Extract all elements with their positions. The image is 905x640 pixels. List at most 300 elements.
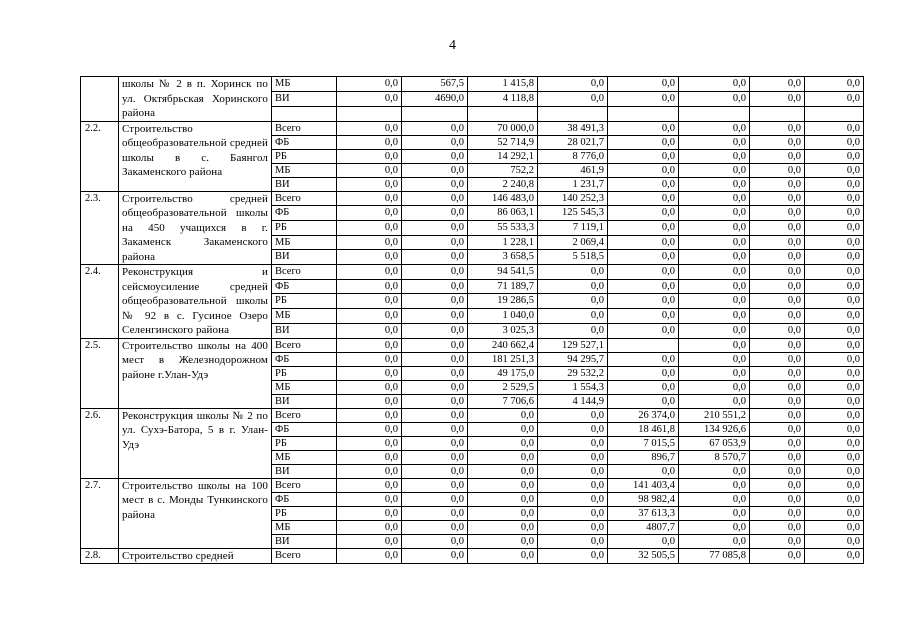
- amount-cell: 0,0: [608, 121, 679, 135]
- item-index: 2.7.: [81, 478, 119, 548]
- amount-cell: 49 175,0: [468, 366, 538, 380]
- funding-source: РБ: [272, 436, 337, 450]
- amount-cell: 0,0: [750, 506, 805, 520]
- amount-cell: 0,0: [679, 279, 750, 294]
- amount-cell: 0,0: [805, 250, 864, 265]
- amount-cell: 0,0: [608, 366, 679, 380]
- amount-cell: 461,9: [538, 163, 608, 177]
- amount-cell: 0,0: [750, 394, 805, 408]
- item-name: Строительство школы на 100 мест в с. Монды Тункинского района: [119, 478, 272, 548]
- amount-cell: 0,0: [608, 77, 679, 92]
- amount-cell: 0,0: [679, 366, 750, 380]
- amount-cell: 0,0: [750, 265, 805, 280]
- amount-cell: 0,0: [402, 323, 468, 338]
- amount-cell: 52 714,9: [468, 135, 538, 149]
- table-row: [81, 408, 864, 422]
- funding-source: Всего: [272, 548, 337, 564]
- funding-source: ВИ: [272, 323, 337, 338]
- amount-cell: 0,0: [402, 380, 468, 394]
- amount-cell: 896,7: [608, 450, 679, 464]
- amount-cell: 0,0: [538, 506, 608, 520]
- amount-cell: 0,0: [608, 250, 679, 265]
- amount-cell: [679, 106, 750, 121]
- amount-cell: 0,0: [679, 394, 750, 408]
- amount-cell: 0,0: [538, 478, 608, 492]
- amount-cell: [608, 106, 679, 121]
- amount-cell: 0,0: [468, 422, 538, 436]
- funding-source: ФБ: [272, 135, 337, 149]
- amount-cell: 0,0: [750, 135, 805, 149]
- amount-cell: 0,0: [679, 121, 750, 135]
- amount-cell: 0,0: [337, 135, 402, 149]
- amount-cell: 26 374,0: [608, 408, 679, 422]
- amount-cell: 0,0: [750, 191, 805, 206]
- funding-source: РБ: [272, 294, 337, 309]
- amount-cell: 752,2: [468, 163, 538, 177]
- funding-source: МБ: [272, 163, 337, 177]
- amount-cell: 0,0: [337, 279, 402, 294]
- funding-source: МБ: [272, 77, 337, 92]
- funding-source: ВИ: [272, 250, 337, 265]
- funding-source: МБ: [272, 309, 337, 324]
- funding-source: ВИ: [272, 534, 337, 548]
- amount-cell: 77 085,8: [679, 548, 750, 564]
- amount-cell: 0,0: [679, 235, 750, 250]
- amount-cell: 0,0: [337, 294, 402, 309]
- amount-cell: 0,0: [402, 191, 468, 206]
- amount-cell: 0,0: [805, 309, 864, 324]
- item-name: школы № 2 в п. Хоринск по ул. Октябрьская Хоринского района: [119, 77, 272, 122]
- amount-cell: 0,0: [679, 77, 750, 92]
- amount-cell: 14 292,1: [468, 149, 538, 163]
- amount-cell: 146 483,0: [468, 191, 538, 206]
- item-name: Строительство средней: [119, 548, 272, 564]
- amount-cell: 0,0: [337, 408, 402, 422]
- item-index: [81, 77, 119, 122]
- item-index: 2.4.: [81, 265, 119, 339]
- funding-source: РБ: [272, 366, 337, 380]
- amount-cell: 0,0: [337, 464, 402, 478]
- amount-cell: 0,0: [402, 279, 468, 294]
- amount-cell: [337, 106, 402, 121]
- amount-cell: 37 613,3: [608, 506, 679, 520]
- amount-cell: 0,0: [805, 323, 864, 338]
- amount-cell: 0,0: [468, 520, 538, 534]
- amount-cell: 0,0: [337, 250, 402, 265]
- amount-cell: 0,0: [750, 422, 805, 436]
- item-name: Реконструкция и сейсмоусиление средней общеобразовательной школы № 92 в с. Гусиное Озеро Селенгинского района: [119, 265, 272, 339]
- amount-cell: 0,0: [402, 478, 468, 492]
- amount-cell: 0,0: [679, 91, 750, 106]
- amount-cell: 0,0: [805, 265, 864, 280]
- funding-source: ВИ: [272, 464, 337, 478]
- amount-cell: 0,0: [402, 149, 468, 163]
- amount-cell: 0,0: [538, 464, 608, 478]
- amount-cell: 0,0: [805, 91, 864, 106]
- amount-cell: 0,0: [679, 309, 750, 324]
- amount-cell: 0,0: [805, 408, 864, 422]
- amount-cell: 0,0: [468, 408, 538, 422]
- amount-cell: 0,0: [608, 394, 679, 408]
- amount-cell: 0,0: [468, 450, 538, 464]
- amount-cell: 0,0: [538, 91, 608, 106]
- amount-cell: 0,0: [337, 206, 402, 221]
- amount-cell: 0,0: [750, 520, 805, 534]
- table-row: [81, 548, 864, 564]
- amount-cell: 0,0: [337, 121, 402, 135]
- amount-cell: 0,0: [337, 450, 402, 464]
- amount-cell: 4 118,8: [468, 91, 538, 106]
- amount-cell: 0,0: [337, 220, 402, 235]
- amount-cell: 0,0: [337, 366, 402, 380]
- amount-cell: 0,0: [805, 135, 864, 149]
- funding-source: МБ: [272, 235, 337, 250]
- amount-cell: 0,0: [608, 149, 679, 163]
- amount-cell: 0,0: [679, 177, 750, 191]
- amount-cell: 3 658,5: [468, 250, 538, 265]
- amount-cell: 0,0: [679, 534, 750, 548]
- amount-cell: 0,0: [402, 177, 468, 191]
- amount-cell: 0,0: [402, 309, 468, 324]
- amount-cell: 0,0: [679, 135, 750, 149]
- amount-cell: 0,0: [402, 464, 468, 478]
- amount-cell: 0,0: [750, 323, 805, 338]
- amount-cell: 0,0: [402, 220, 468, 235]
- amount-cell: 0,0: [750, 478, 805, 492]
- amount-cell: 0,0: [750, 149, 805, 163]
- amount-cell: 0,0: [538, 492, 608, 506]
- amount-cell: 0,0: [750, 279, 805, 294]
- table-row: [81, 77, 864, 92]
- amount-cell: 0,0: [402, 294, 468, 309]
- item-index: 2.3.: [81, 191, 119, 265]
- amount-cell: 0,0: [805, 422, 864, 436]
- amount-cell: 0,0: [608, 279, 679, 294]
- amount-cell: 0,0: [679, 380, 750, 394]
- amount-cell: 0,0: [679, 464, 750, 478]
- amount-cell: 0,0: [337, 163, 402, 177]
- amount-cell: [468, 106, 538, 121]
- funding-source: ВИ: [272, 394, 337, 408]
- funding-source: Всего: [272, 121, 337, 135]
- amount-cell: 0,0: [608, 235, 679, 250]
- amount-cell: 71 189,7: [468, 279, 538, 294]
- amount-cell: 28 021,7: [538, 135, 608, 149]
- amount-cell: 0,0: [750, 220, 805, 235]
- amount-cell: 0,0: [805, 366, 864, 380]
- amount-cell: 0,0: [608, 163, 679, 177]
- funding-source: МБ: [272, 450, 337, 464]
- amount-cell: 0,0: [679, 323, 750, 338]
- amount-cell: 0,0: [468, 534, 538, 548]
- amount-cell: 1 231,7: [538, 177, 608, 191]
- amount-cell: 0,0: [402, 366, 468, 380]
- amount-cell: 0,0: [805, 464, 864, 478]
- amount-cell: 7 706,6: [468, 394, 538, 408]
- amount-cell: 0,0: [337, 520, 402, 534]
- amount-cell: 0,0: [805, 191, 864, 206]
- amount-cell: 1 040,0: [468, 309, 538, 324]
- amount-cell: 0,0: [402, 520, 468, 534]
- amount-cell: 0,0: [402, 235, 468, 250]
- amount-cell: 0,0: [402, 506, 468, 520]
- table-row: [81, 265, 864, 280]
- amount-cell: 240 662,4: [468, 338, 538, 352]
- amount-cell: 0,0: [750, 121, 805, 135]
- amount-cell: 0,0: [337, 191, 402, 206]
- amount-cell: 0,0: [805, 177, 864, 191]
- amount-cell: 0,0: [608, 177, 679, 191]
- amount-cell: 18 461,8: [608, 422, 679, 436]
- amount-cell: 0,0: [337, 77, 402, 92]
- amount-cell: 0,0: [608, 352, 679, 366]
- funding-source: Всего: [272, 338, 337, 352]
- amount-cell: 210 551,2: [679, 408, 750, 422]
- amount-cell: 2 240,8: [468, 177, 538, 191]
- amount-cell: 0,0: [337, 235, 402, 250]
- amount-cell: 0,0: [805, 492, 864, 506]
- amount-cell: 0,0: [805, 394, 864, 408]
- amount-cell: 0,0: [805, 478, 864, 492]
- amount-cell: [538, 106, 608, 121]
- amount-cell: 0,0: [750, 548, 805, 564]
- amount-cell: 0,0: [679, 265, 750, 280]
- item-name: Строительство средней общеобразовательной школы на 450 учащихся в г. Закаменск Закаменского района: [119, 191, 272, 265]
- funding-source: ВИ: [272, 177, 337, 191]
- funding-source: РБ: [272, 149, 337, 163]
- amount-cell: 0,0: [750, 450, 805, 464]
- amount-cell: 0,0: [402, 352, 468, 366]
- amount-cell: 0,0: [608, 323, 679, 338]
- amount-cell: 4690,0: [402, 91, 468, 106]
- amount-cell: [805, 106, 864, 121]
- amount-cell: 0,0: [805, 548, 864, 564]
- funding-source: Всего: [272, 408, 337, 422]
- amount-cell: 0,0: [337, 338, 402, 352]
- item-index: 2.6.: [81, 408, 119, 478]
- amount-cell: 0,0: [805, 520, 864, 534]
- item-index: 2.2.: [81, 121, 119, 191]
- amount-cell: 0,0: [805, 121, 864, 135]
- amount-cell: 567,5: [402, 77, 468, 92]
- amount-cell: 181 251,3: [468, 352, 538, 366]
- amount-cell: 0,0: [337, 436, 402, 450]
- amount-cell: 0,0: [679, 492, 750, 506]
- amount-cell: 0,0: [337, 478, 402, 492]
- amount-cell: 0,0: [538, 534, 608, 548]
- amount-cell: 0,0: [750, 380, 805, 394]
- funding-source: ФБ: [272, 352, 337, 366]
- amount-cell: 0,0: [805, 163, 864, 177]
- amount-cell: 0,0: [750, 366, 805, 380]
- amount-cell: 0,0: [805, 338, 864, 352]
- amount-cell: 0,0: [805, 436, 864, 450]
- amount-cell: 0,0: [337, 548, 402, 564]
- amount-cell: 0,0: [468, 464, 538, 478]
- amount-cell: 0,0: [805, 235, 864, 250]
- amount-cell: 29 532,2: [538, 366, 608, 380]
- page-number: 4: [449, 38, 456, 53]
- amount-cell: 4807,7: [608, 520, 679, 534]
- amount-cell: 0,0: [750, 338, 805, 352]
- amount-cell: 0,0: [402, 548, 468, 564]
- amount-cell: 0,0: [750, 235, 805, 250]
- amount-cell: 0,0: [402, 408, 468, 422]
- item-name: Строительство общеобразовательной средней школы в с. Баянгол Закаменского района: [119, 121, 272, 191]
- amount-cell: 0,0: [337, 149, 402, 163]
- amount-cell: 0,0: [805, 294, 864, 309]
- amount-cell: 70 000,0: [468, 121, 538, 135]
- amount-cell: 0,0: [337, 91, 402, 106]
- amount-cell: 0,0: [679, 163, 750, 177]
- amount-cell: 0,0: [538, 279, 608, 294]
- amount-cell: 0,0: [538, 450, 608, 464]
- amount-cell: 0,0: [402, 436, 468, 450]
- amount-cell: 0,0: [608, 135, 679, 149]
- amount-cell: 0,0: [608, 220, 679, 235]
- amount-cell: 98 982,4: [608, 492, 679, 506]
- amount-cell: 0,0: [608, 380, 679, 394]
- amount-cell: 134 926,6: [679, 422, 750, 436]
- funding-source: Всего: [272, 191, 337, 206]
- item-name: Реконструкция школы № 2 по ул. Сухэ-Батора, 5 в г. Улан-Удэ: [119, 408, 272, 478]
- funding-source: ФБ: [272, 492, 337, 506]
- amount-cell: 1 415,8: [468, 77, 538, 92]
- amount-cell: 0,0: [468, 478, 538, 492]
- budget-table: [80, 76, 864, 564]
- item-index: 2.8.: [81, 548, 119, 564]
- amount-cell: 2 529,5: [468, 380, 538, 394]
- amount-cell: 5 518,5: [538, 250, 608, 265]
- amount-cell: [750, 106, 805, 121]
- amount-cell: [402, 106, 468, 121]
- funding-source: ВИ: [272, 91, 337, 106]
- amount-cell: 8 776,0: [538, 149, 608, 163]
- amount-cell: 0,0: [538, 323, 608, 338]
- amount-cell: 1 228,1: [468, 235, 538, 250]
- amount-cell: 0,0: [608, 534, 679, 548]
- funding-source: Всего: [272, 265, 337, 280]
- amount-cell: 3 025,3: [468, 323, 538, 338]
- amount-cell: 0,0: [402, 492, 468, 506]
- item-index: 2.5.: [81, 338, 119, 408]
- amount-cell: 4 144,9: [538, 394, 608, 408]
- funding-source: РБ: [272, 220, 337, 235]
- amount-cell: 0,0: [750, 464, 805, 478]
- amount-cell: 0,0: [750, 352, 805, 366]
- amount-cell: 0,0: [468, 436, 538, 450]
- amount-cell: 0,0: [402, 394, 468, 408]
- amount-cell: 0,0: [337, 265, 402, 280]
- amount-cell: 0,0: [402, 338, 468, 352]
- amount-cell: 0,0: [750, 436, 805, 450]
- amount-cell: 0,0: [750, 206, 805, 221]
- amount-cell: 0,0: [538, 520, 608, 534]
- funding-source: МБ: [272, 380, 337, 394]
- amount-cell: 0,0: [402, 135, 468, 149]
- funding-source: МБ: [272, 520, 337, 534]
- amount-cell: 141 403,4: [608, 478, 679, 492]
- amount-cell: 0,0: [805, 380, 864, 394]
- amount-cell: 32 505,5: [608, 548, 679, 564]
- amount-cell: 0,0: [402, 422, 468, 436]
- amount-cell: 0,0: [337, 506, 402, 520]
- amount-cell: 0,0: [608, 265, 679, 280]
- amount-cell: 7 119,1: [538, 220, 608, 235]
- amount-cell: 0,0: [402, 206, 468, 221]
- amount-cell: 0,0: [337, 534, 402, 548]
- amount-cell: 0,0: [468, 548, 538, 564]
- amount-cell: 55 533,3: [468, 220, 538, 235]
- amount-cell: 0,0: [805, 149, 864, 163]
- amount-cell: 0,0: [750, 91, 805, 106]
- amount-cell: 0,0: [402, 121, 468, 135]
- amount-cell: 2 069,4: [538, 235, 608, 250]
- amount-cell: 0,0: [402, 450, 468, 464]
- amount-cell: 0,0: [402, 265, 468, 280]
- amount-cell: 0,0: [538, 548, 608, 564]
- amount-cell: 0,0: [679, 220, 750, 235]
- amount-cell: 0,0: [750, 177, 805, 191]
- amount-cell: 7 015,5: [608, 436, 679, 450]
- amount-cell: 0,0: [538, 408, 608, 422]
- amount-cell: 0,0: [538, 265, 608, 280]
- amount-cell: 94 541,5: [468, 265, 538, 280]
- amount-cell: 0,0: [679, 352, 750, 366]
- amount-cell: 0,0: [337, 352, 402, 366]
- funding-source: РБ: [272, 506, 337, 520]
- amount-cell: 0,0: [805, 352, 864, 366]
- amount-cell: 0,0: [337, 380, 402, 394]
- table-row: [81, 338, 864, 352]
- amount-cell: 0,0: [805, 206, 864, 221]
- amount-cell: 0,0: [679, 250, 750, 265]
- amount-cell: 94 295,7: [538, 352, 608, 366]
- amount-cell: 0,0: [805, 220, 864, 235]
- amount-cell: 0,0: [679, 338, 750, 352]
- amount-cell: 0,0: [337, 492, 402, 506]
- funding-source: [272, 106, 337, 121]
- amount-cell: 0,0: [679, 206, 750, 221]
- amount-cell: 0,0: [608, 191, 679, 206]
- amount-cell: 86 063,1: [468, 206, 538, 221]
- amount-cell: 0,0: [538, 436, 608, 450]
- amount-cell: 0,0: [337, 323, 402, 338]
- amount-cell: 0,0: [805, 450, 864, 464]
- amount-cell: 0,0: [750, 309, 805, 324]
- amount-cell: 19 286,5: [468, 294, 538, 309]
- amount-cell: 0,0: [679, 149, 750, 163]
- amount-cell: 0,0: [805, 279, 864, 294]
- amount-cell: 0,0: [608, 294, 679, 309]
- amount-cell: 0,0: [750, 77, 805, 92]
- funding-source: ФБ: [272, 422, 337, 436]
- amount-cell: 1 554,3: [538, 380, 608, 394]
- amount-cell: 0,0: [608, 206, 679, 221]
- amount-cell: 0,0: [608, 309, 679, 324]
- amount-cell: 0,0: [402, 250, 468, 265]
- funding-source: ФБ: [272, 279, 337, 294]
- amount-cell: 0,0: [679, 520, 750, 534]
- amount-cell: 0,0: [538, 77, 608, 92]
- amount-cell: [608, 338, 679, 352]
- table-row: [81, 191, 864, 206]
- amount-cell: 0,0: [750, 250, 805, 265]
- amount-cell: 0,0: [750, 492, 805, 506]
- amount-cell: 0,0: [468, 492, 538, 506]
- amount-cell: 0,0: [679, 294, 750, 309]
- amount-cell: 0,0: [750, 534, 805, 548]
